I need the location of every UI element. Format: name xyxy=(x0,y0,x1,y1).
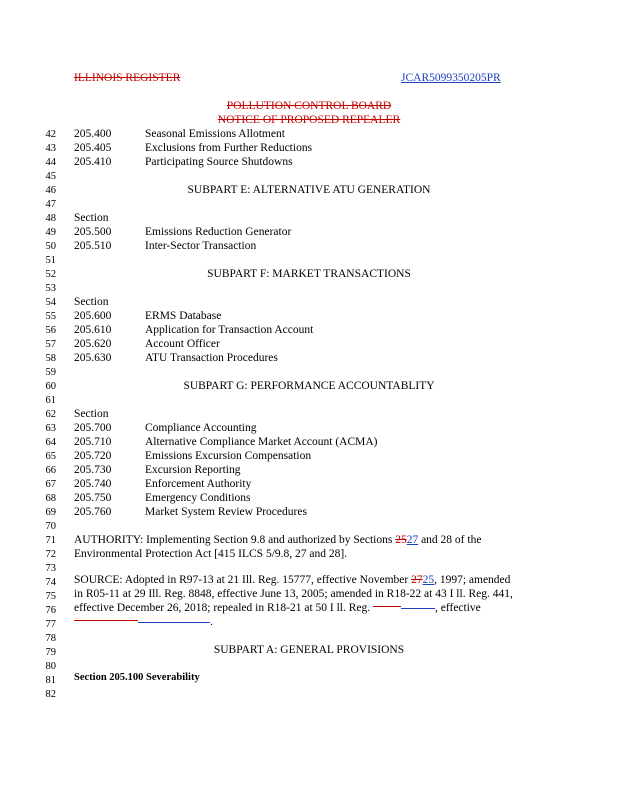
line-number: 42 xyxy=(45,129,56,140)
line-number: 73 xyxy=(45,563,56,574)
deleted-blank xyxy=(74,620,138,621)
source-line-2: in R05-11 at 29 Ill. Reg. 8848, effective June 13, 2005; amended in R18-22 at 43 I ll. Reg. 441, xyxy=(74,588,513,600)
line-number: 59 xyxy=(45,367,56,378)
line-number: 47 xyxy=(45,199,56,210)
line-number: 65 xyxy=(45,451,56,462)
section-heading: Section 205.100 Severability xyxy=(74,672,200,683)
line-number: 50 xyxy=(45,241,56,252)
line-number: 78 xyxy=(45,633,56,644)
line-number: 63 xyxy=(45,423,56,434)
line-number: 68 xyxy=(45,493,56,504)
inserted-text: 27 xyxy=(406,534,419,546)
inserted-blank xyxy=(138,622,210,623)
source-line-3: effective December 26, 2018; repealed in R18-21 at 50 I ll. Reg. , effective xyxy=(74,602,481,614)
inserted-text: 25 xyxy=(422,574,435,586)
line-number: 77 xyxy=(45,619,56,630)
section-label: Section xyxy=(74,212,109,224)
section-row: 205.610 Application for Transaction Account xyxy=(74,324,314,336)
line-number: 74 xyxy=(45,577,56,588)
section-row: 205.710 Alternative Compliance Market Account (ACMA) xyxy=(74,436,378,448)
subpart-a-heading: SUBPART A: GENERAL PROVISIONS xyxy=(213,644,405,656)
source-line-4: . xyxy=(74,616,213,628)
section-row: 205.630 ATU Transaction Procedures xyxy=(74,352,278,364)
line-number: 62 xyxy=(45,409,56,420)
section-label: Section xyxy=(74,296,109,308)
line-number: 80 xyxy=(45,661,56,672)
line-number: 52 xyxy=(45,269,56,280)
section-row: 205.510 Inter-Sector Transaction xyxy=(74,240,257,252)
deleted-text: 27 xyxy=(411,574,423,586)
line-number: 66 xyxy=(45,465,56,476)
section-row: 205.405 Exclusions from Further Reductions xyxy=(74,142,313,154)
section-row: 205.620 Account Officer xyxy=(74,338,220,350)
section-row: 205.600 ERMS Database xyxy=(74,310,222,322)
line-number: 51 xyxy=(45,255,56,266)
subpart-f-heading: SUBPART F: MARKET TRANSACTIONS xyxy=(207,268,411,280)
notice-title: NOTICE OF PROPOSED REPEALER xyxy=(217,114,401,126)
authority-line-2: Environmental Protection Act [415 ILCS 5/9.8, 27 and 28]. xyxy=(74,548,348,560)
line-number: 46 xyxy=(45,185,56,196)
line-number: 48 xyxy=(45,213,56,224)
section-row: 205.700 Compliance Accounting xyxy=(74,422,257,434)
line-number: 67 xyxy=(45,479,56,490)
line-number: 56 xyxy=(45,325,56,336)
section-row: 205.400 Seasonal Emissions Allotment xyxy=(74,128,285,140)
line-number: 64 xyxy=(45,437,56,448)
line-number: 45 xyxy=(45,171,56,182)
line-number: 76 xyxy=(45,605,56,616)
board-name: POLLUTION CONTROL BOARD xyxy=(226,100,392,112)
line-number: 54 xyxy=(45,297,56,308)
inserted-blank xyxy=(401,608,435,609)
section-row: 205.500 Emissions Reduction Generator xyxy=(74,226,292,238)
line-number: 75 xyxy=(45,591,56,602)
register-title: ILLINOIS REGISTER xyxy=(74,72,181,84)
deleted-blank xyxy=(373,606,401,607)
line-number: 57 xyxy=(45,339,56,350)
line-number: 79 xyxy=(45,647,56,658)
line-number: 81 xyxy=(45,675,56,686)
line-number: 53 xyxy=(45,283,56,294)
deleted-text: 25 xyxy=(395,534,407,546)
line-number: 71 xyxy=(45,535,56,546)
line-number: 55 xyxy=(45,311,56,322)
authority-line-1: AUTHORITY: Implementing Section 9.8 and authorized by Sections 2527 and 28 of the xyxy=(74,534,482,546)
line-number: 43 xyxy=(45,143,56,154)
section-label: Section xyxy=(74,408,109,420)
line-number: 82 xyxy=(45,689,56,700)
line-number: 49 xyxy=(45,227,56,238)
section-row: 205.730 Excursion Reporting xyxy=(74,464,241,476)
source-line-1: SOURCE: Adopted in R97-13 at 21 Ill. Reg. 15777, effective November 2725, 1997; amended xyxy=(74,574,511,586)
section-row: 205.410 Participating Source Shutdowns xyxy=(74,156,293,168)
section-row: 205.740 Enforcement Authority xyxy=(74,478,252,490)
line-number: 60 xyxy=(45,381,56,392)
line-number: 58 xyxy=(45,353,56,364)
subpart-g-heading: SUBPART G: PERFORMANCE ACCOUNTABLITY xyxy=(183,380,435,392)
section-row: 205.760 Market System Review Procedures xyxy=(74,506,307,518)
section-row: 205.750 Emergency Conditions xyxy=(74,492,251,504)
jcar-code: JCAR5099350205PR xyxy=(401,72,501,84)
subpart-e-heading: SUBPART E: ALTERNATIVE ATU GENERATION xyxy=(187,184,431,196)
line-number: 44 xyxy=(45,157,56,168)
line-number: 61 xyxy=(45,395,56,406)
line-number: 70 xyxy=(45,521,56,532)
section-row: 205.720 Emissions Excursion Compensation xyxy=(74,450,312,462)
line-number: 72 xyxy=(45,549,56,560)
line-number: 69 xyxy=(45,507,56,518)
